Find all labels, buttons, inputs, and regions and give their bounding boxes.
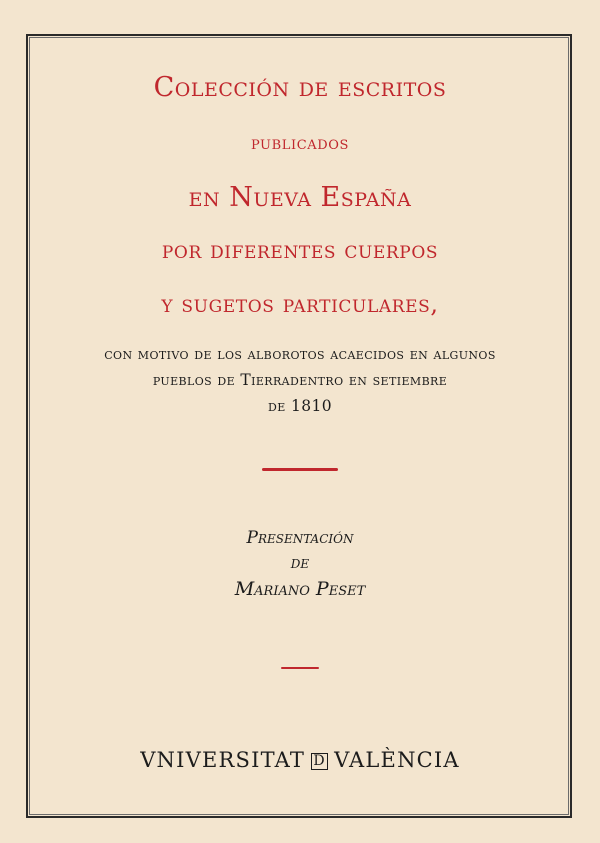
subtitle-line-3: de 1810 xyxy=(267,397,333,415)
title-line-2: publicados xyxy=(250,133,350,154)
publisher-left: VNIVERSITAT xyxy=(140,748,306,772)
divider-rule-bottom xyxy=(281,667,319,669)
publisher-name xyxy=(0,748,600,772)
presentation-connector: de xyxy=(290,553,310,573)
publisher-logo-icon: D xyxy=(311,753,328,770)
subtitle-line-2: pueblos de Tierradentro en setiembre xyxy=(152,371,448,389)
title-line-1: Colección de escritos xyxy=(153,72,447,103)
title-line-5: y sugetos particulares, xyxy=(161,290,439,318)
presentation-author: Mariano Peset xyxy=(234,578,366,600)
title-line-3: en Nueva España xyxy=(188,182,412,213)
publisher-right: VALÈNCIA xyxy=(334,748,460,772)
title-line-4: por diferentes cuerpos xyxy=(161,236,439,264)
presentation-label: Presentación xyxy=(246,528,354,548)
divider-rule-top xyxy=(262,468,338,471)
subtitle-line-1: con motivo de los alborotos acaecidos en algunos xyxy=(104,345,496,363)
